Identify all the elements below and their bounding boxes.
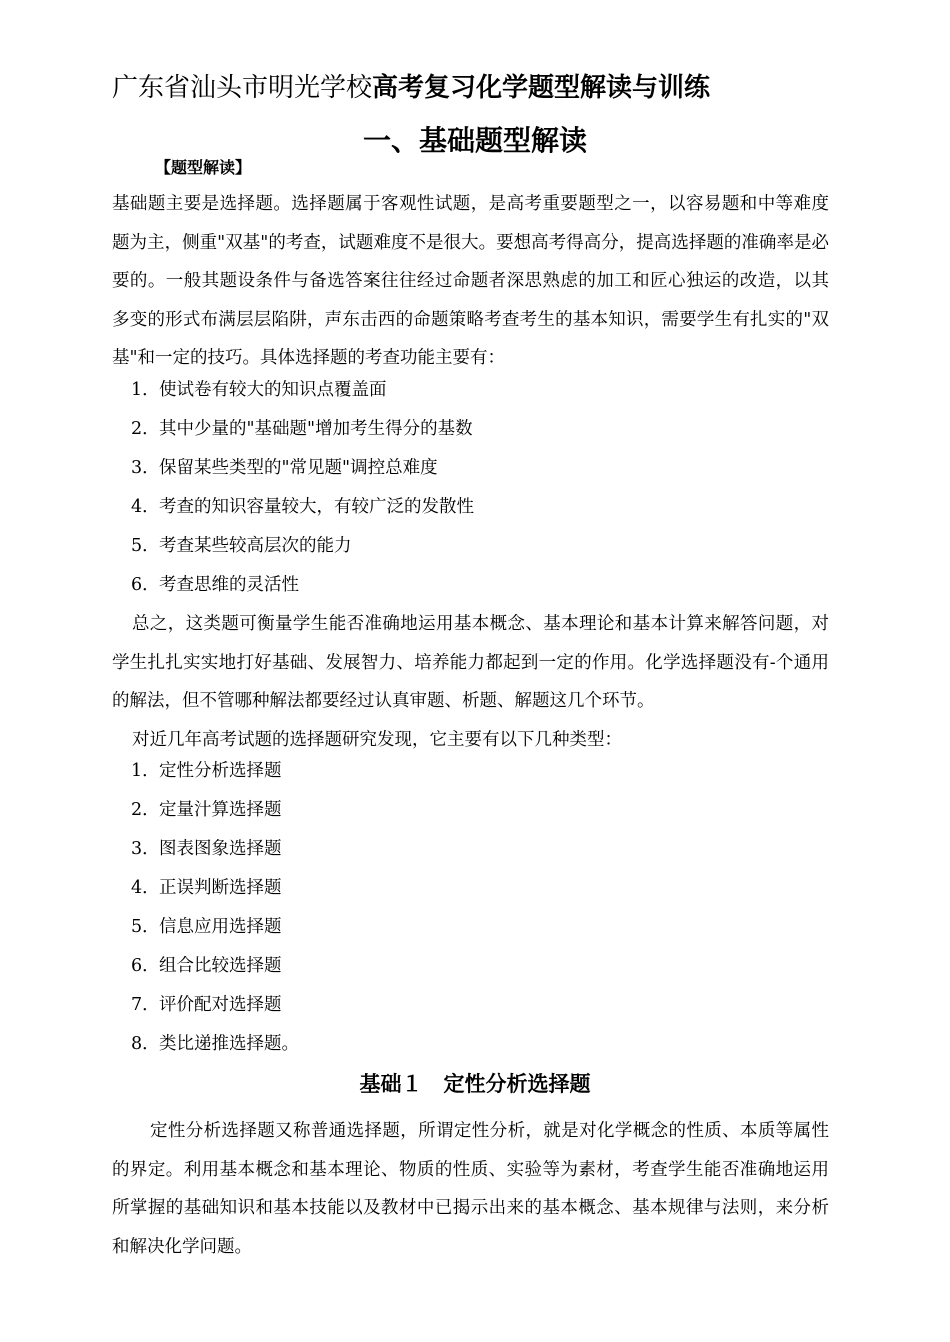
subsection-title: 基础１ 定性分析选择题: [359, 1071, 591, 1096]
list-item: [131, 947, 299, 986]
list-item: [131, 449, 474, 488]
list-text: 考查的知识容量较大，有较广泛的发散性: [159, 497, 474, 517]
list-item: [131, 869, 299, 908]
list-text: 正误判断选择题: [159, 878, 282, 898]
list-number: 2．: [131, 419, 160, 439]
list-text: 类比递推选择题。: [159, 1034, 299, 1054]
list-text: 定性分析选择题: [159, 761, 282, 781]
list-text: 定量汁算选择题: [159, 800, 282, 820]
list-text: 考查思维的灵活性: [159, 575, 299, 595]
list-text: 其中少量的"基础题"增加考生得分的基数: [159, 419, 473, 439]
list-item: [131, 986, 299, 1025]
list-number: 3．: [131, 839, 160, 859]
list-item: [131, 908, 299, 947]
list-number: 2．: [131, 800, 160, 820]
list-number: 1．: [131, 380, 160, 400]
list-item: [131, 527, 474, 566]
list-text: 图表图象选择题: [159, 839, 282, 859]
list-number: 5．: [131, 536, 160, 556]
list-number: 5．: [131, 917, 160, 937]
summary-paragraph: 总之，这类题可衡量学生能否准确地运用基本概念、基本理论和基本计算来解答问题，对学生扎扎实实地打好基础、发展智力、培养能力都起到一定的作用。化学选择题没有-个通用的解法，但不管哪种解法都要经过认真审题、析题、解题这几个环节。: [112, 614, 829, 711]
list-item: [131, 752, 299, 791]
list-number: 3．: [131, 458, 160, 478]
list-number: 8．: [131, 1034, 160, 1054]
document-heading: 高考复习化学题型解读与训练: [372, 73, 711, 103]
subsection-paragraph: 定性分析选择题又称普通选择题，所谓定性分析，就是对化学概念的性质、本质等属性的界定。利用基本概念和基本理论、物质的性质、实验等为素材，考查学生能否准确地运用所掌握的基础知识和基本技能以及教材中已揭示出来的基本概念、基本规律与法则，来分析和解决化学问题。: [112, 1121, 829, 1257]
list-text: 考查某些较高层次的能力: [159, 536, 352, 556]
list-number: 4．: [131, 878, 160, 898]
list-text: 使试卷有较大的知识点覆盖面: [159, 380, 387, 400]
function-list: [131, 371, 474, 605]
list-item: [131, 1025, 299, 1064]
list-number: 6．: [131, 956, 160, 976]
list-number: 6．: [131, 575, 160, 595]
section-tag: 【题型解读】: [155, 158, 252, 177]
list-item: [131, 410, 474, 449]
document-title: [112, 68, 710, 108]
list-text: 评价配对选择题: [159, 995, 282, 1015]
list-item: [131, 791, 299, 830]
list-text: 组合比较选择题: [159, 956, 282, 976]
list-number: 7．: [131, 995, 160, 1015]
list-text: 信息应用选择题: [159, 917, 282, 937]
list-item: [131, 371, 474, 410]
list-number: 1．: [131, 761, 160, 781]
school-name: 广东省汕头市明光学校: [112, 73, 373, 103]
types-lead-paragraph: 对近几年高考试题的选择题研究发现，它主要有以下几种类型：: [132, 730, 622, 750]
list-number: 4．: [131, 497, 160, 517]
section-title: 一、基础题型解读: [362, 124, 587, 157]
intro-paragraph: 基础题主要是选择题。选择题属于客观性试题，是高考重要题型之一，以容易题和中等难度题为主，侧重"双基"的考查，试题难度不是很大。要想高考得高分，提高选择题的准确率是必要的。一般其题设条件与备选答案往往经过命题者深思熟虑的加工和匠心独运的改造，以其多变的形式布满层层陷阱，声东击西的命题策略考查考生的基本知识，需要学生有扎实的"双基"和一定的技巧。具体选择题的考查功能主要有：: [112, 194, 829, 368]
type-list: [131, 752, 299, 1064]
list-text: 保留某些类型的"常见题"调控总难度: [159, 458, 438, 478]
list-item: [131, 566, 474, 605]
list-item: [131, 830, 299, 869]
list-item: [131, 488, 474, 527]
